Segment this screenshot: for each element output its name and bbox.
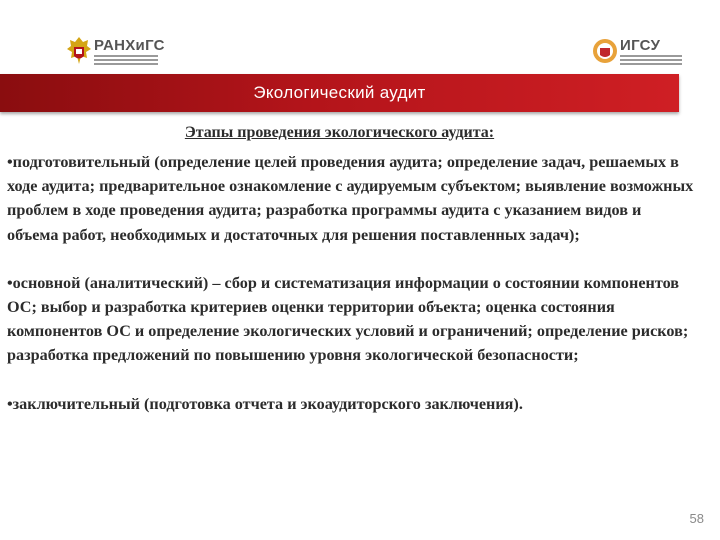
- ranepa-logo-text: РАНХиГС: [94, 37, 165, 54]
- stages-list: [7, 150, 695, 440]
- section-subtitle: Этапы проведения экологического аудита:: [184, 124, 495, 141]
- ranepa-logo-caption: [94, 55, 158, 67]
- igsu-logo-text: ИГСУ: [620, 37, 661, 54]
- list-item: •подготовительный (определение целей проведения аудита; определение задач, решаемых в ходе аудита; предварительное ознакомление с аудируемым субъектом; выявление возможных проблем в ходе проведения аудита; разработка программы аудита с указанием видов и объема работ, необходимых и достаточных для решения поставленных задач);: [7, 153, 694, 244]
- igsu-logo: [592, 34, 692, 70]
- title-banner: [0, 74, 679, 112]
- slide-title: Экологический аудит: [253, 83, 426, 102]
- list-item: •основной (аналитический) – сбор и систематизация информации о состоянии компонентов ОС; выбор и разработка критериев оценки территории объекта; оценка состояния компонентов ОС и определение экологических условий и ограничений; определение рисков; разработка предложений по повышению уровня экологической безопасности;: [7, 273, 689, 365]
- ranepa-logo: [66, 34, 186, 70]
- igsu-logo-caption: [620, 55, 682, 67]
- list-item: •заключительный (подготовка отчета и экоаудиторского заключения).: [7, 394, 523, 413]
- igsu-emblem-icon: [592, 36, 618, 66]
- ranepa-emblem-icon: [66, 36, 92, 66]
- page-number: 58: [689, 511, 704, 526]
